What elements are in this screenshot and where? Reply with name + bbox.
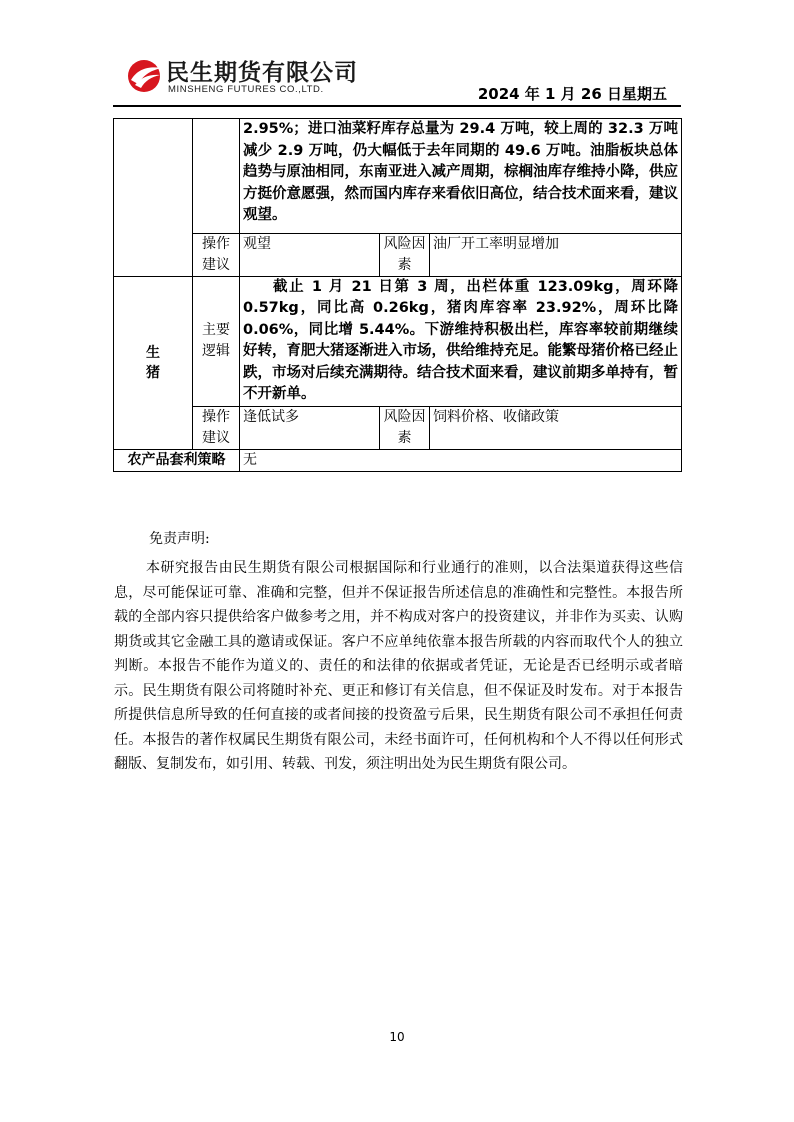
oil-logic-label-cell — [193, 119, 240, 234]
pig-logic-row — [114, 276, 682, 406]
company-logo — [126, 50, 366, 102]
pig-section-text: 生猪 — [146, 344, 160, 381]
strategy-table — [113, 118, 682, 472]
risk-label: 风险因素 — [380, 233, 430, 276]
page-number: 10 — [389, 1030, 405, 1044]
oil-logic-text: 2.95%；进口油菜籽库存总量为 29.4 万吨，较上周的 32.3 万吨减少 2.9 万吨，仍大幅低于去年同期的 49.6 万吨。油脂板块总体趋势与原油相同，东南亚进入减产周期，棕榈油库存维持小降，供应方挺价意愿强，然而国内库存来看依旧高位，结合技术面来看，建议观望。 — [240, 119, 682, 234]
arbitrage-value: 无 — [240, 449, 682, 471]
oil-logic-row — [114, 119, 682, 234]
pig-section-label — [114, 276, 193, 449]
pig-risk-label: 风险因素 — [380, 406, 430, 449]
risk-value: 油厂开工率明显增加 — [430, 233, 682, 276]
company-name-en: MINSHENG FUTURES CO.,LTD. — [168, 84, 324, 95]
disclaimer-body: 本研究报告由民生期货有限公司根据国际和行业通行的准则，以合法渠道获得这些信息，尽可能保证可靠、准确和完整，但并不保证报告所述信息的准确性和完整性。本报告所载的全部内容只提供给客户做参考之用，并不构成对客户的投资建议，并非作为买卖、认购期货或其它金融工具的邀请或保证。客户不应单纯依靠本报告所载的内容而取代个人的独立判断。本报告不能作为道义的、责任的和法律的依据或者凭证，无论是否已经明示或者暗示。民生期货有限公司将随时补充、更正和修订有关信息，但不保证及时发布。对于本报告所提供信息所导致的任何直接的或者间接的投资盈亏后果，民生期货有限公司不承担任何责任。本报告的著作权属民生期货有限公司，未经书面许可，任何机构和个人不得以任何形式翻版、复制发布，如引用、转载、刊发，须注明出处为民生期货有限公司。 — [114, 560, 683, 772]
pig-logic-text: 截止 1 月 21 日第 3 周，出栏体重 123.09kg，周环降 0.57kg，同比高 0.26kg，猪肉库容率 23.92%，周环比降 0.06%，同比增 5.44%。下游维持积极出栏，库容率较前期继续好转，育肥大猪逐渐进入市场，供给维持充足。能繁母猪价格已经止跌，市场对后续充满期待。结合技术面来看，建议前期多单持有，暂不开新单。 — [240, 276, 682, 406]
pig-risk-value: 饲料价格、收储政策 — [430, 406, 682, 449]
operation-value: 观望 — [240, 233, 380, 276]
pig-operation-label: 操作建议 — [193, 406, 240, 449]
operation-label: 操作建议 — [193, 233, 240, 276]
pig-operation-value: 逢低试多 — [240, 406, 380, 449]
pig-operation-row — [114, 406, 682, 449]
oil-operation-row — [114, 233, 682, 276]
header-rule — [113, 105, 681, 107]
disclaimer-title: 免责声明: — [149, 531, 210, 547]
oil-section-cell — [114, 119, 193, 277]
main-logic-label: 主要逻辑 — [193, 276, 240, 406]
arbitrage-row — [114, 449, 682, 471]
company-name-cn: 民生期货有限公司 — [166, 60, 358, 86]
minsheng-logo-icon — [126, 58, 164, 94]
report-date: 2024 年 1 月 26 日星期五 — [477, 85, 667, 103]
arbitrage-label: 农产品套利策略 — [114, 449, 240, 471]
